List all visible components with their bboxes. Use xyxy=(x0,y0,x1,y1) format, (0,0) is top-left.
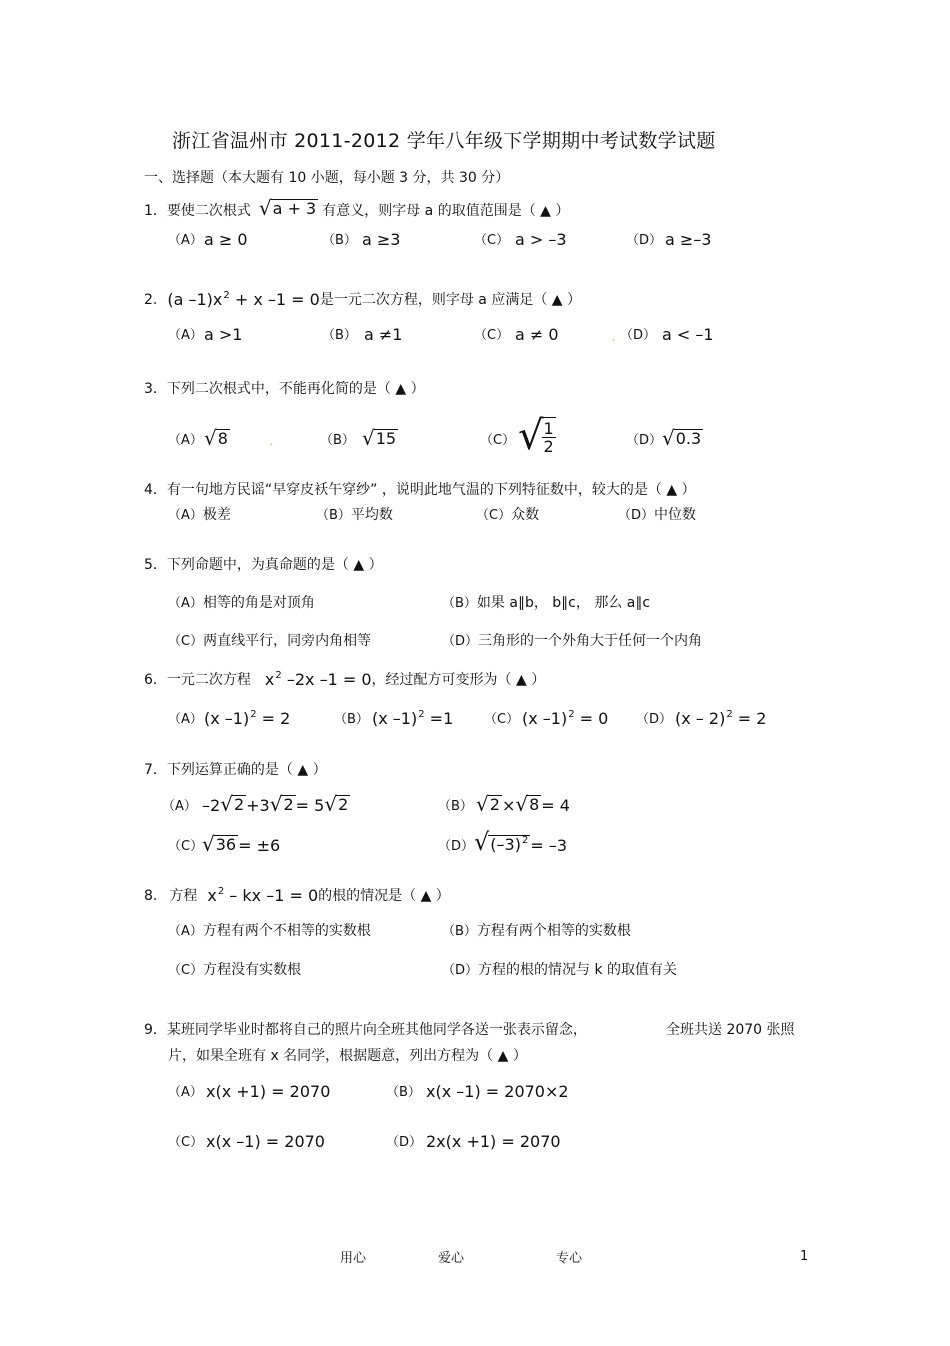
question-text: 全班共送 2070 张照 xyxy=(666,1022,795,1038)
option-label: （B） xyxy=(438,799,473,814)
option-c: √ $\frac{1}{2}$ xyxy=(518,413,554,459)
page-title: 浙江省温州市 2011-2012 学年八年级下学期期中考试数学试题 xyxy=(172,130,716,152)
radical: √ a + 3 xyxy=(258,196,317,220)
option-c: （C）众数 xyxy=(476,507,540,523)
question-number: 9． xyxy=(144,1022,167,1038)
stray-dot: . xyxy=(612,333,616,344)
question-text: 某班同学毕业时都将自己的照片向全班其他同学各送一张表示留念， xyxy=(166,1022,587,1038)
question-text: 的根的情况是（ ▲ ） xyxy=(318,888,450,904)
option-d: a ≥–3 xyxy=(665,230,712,249)
option-label: （A） xyxy=(168,233,203,248)
option-label: （C） xyxy=(474,328,510,343)
option-b: √ 15 xyxy=(362,426,397,450)
option-b: a ≠1 xyxy=(364,325,403,344)
question-8 xyxy=(144,888,450,904)
option-d: √ 0.3 xyxy=(662,426,702,450)
option-c: x(x –1) = 2070 xyxy=(206,1132,325,1151)
question-6 xyxy=(144,672,545,688)
question-number: 3． xyxy=(144,381,167,397)
question-number: 2. xyxy=(144,292,158,308)
option-label: （B） xyxy=(334,712,369,727)
equation: $x^2$ – kx –1 = 0 xyxy=(207,886,319,905)
option-label: （D） xyxy=(626,433,663,448)
question-text: 片，如果全班有 x 名同学，根据题意，列出方程为（ ▲ ） xyxy=(168,1048,527,1064)
option-label: （C） xyxy=(474,233,510,248)
option-a: （A）相等的角是对顶角 xyxy=(168,595,315,611)
option-label: （B） xyxy=(322,328,357,343)
option-d: 2x(x +1) = 2070 xyxy=(426,1132,561,1151)
option-label: （A） xyxy=(162,799,197,814)
option-b: （B）如果 a∥b， b∥c， 那么 a∥c xyxy=(442,595,651,611)
equation: $x^2$ –2x –1 = 0 xyxy=(264,670,372,689)
option-label: （D） xyxy=(438,839,475,854)
option-label: （B） xyxy=(386,1085,421,1100)
option-c: √ 36 = ±6 xyxy=(202,832,281,856)
option-a: （A）方程有两个不相等的实数根 xyxy=(168,923,371,939)
option-d: （D）中位数 xyxy=(618,507,697,523)
option-a: （A）极差 xyxy=(168,507,231,523)
question-number: 5． xyxy=(144,557,167,573)
option-d: a < –1 xyxy=(662,325,714,344)
option-b: √ 2 × √ 8 = 4 xyxy=(476,792,570,816)
option-label: （D） xyxy=(386,1135,423,1150)
option-label: （D） xyxy=(636,712,673,727)
option-label: （A） xyxy=(168,433,203,448)
question-text: 下列命题中，为真命题的是（ ▲ ） xyxy=(166,557,383,573)
option-c: （C）两直线平行，同旁内角相等 xyxy=(168,633,372,649)
question-number: 4． xyxy=(144,482,167,498)
question-7 xyxy=(144,763,327,777)
option-c: （C）方程没有实数根 xyxy=(168,962,302,978)
option-d: √ $(-3)^2$ = –3 xyxy=(474,828,568,856)
section-heading: 一、选择题（本大题有 10 小题，每小题 3 分，共 30 分） xyxy=(144,170,510,186)
stray-dot: . xyxy=(270,437,274,448)
question-number: 8. xyxy=(144,888,158,904)
question-3 xyxy=(144,382,425,396)
option-label: （A） xyxy=(168,712,203,727)
question-text: 方程 xyxy=(169,888,198,904)
question-number: 1． xyxy=(144,203,167,219)
option-a: x(x +1) = 2070 xyxy=(206,1082,331,1101)
question-4 xyxy=(144,483,696,497)
equation: (a $-1)x^2 + x$ –1 = 0 xyxy=(167,290,320,309)
option-c: a > –3 xyxy=(515,230,567,249)
option-label: （C） xyxy=(484,712,520,727)
option-label: （C） xyxy=(168,1135,204,1150)
option-a: a ≥ 0 xyxy=(204,230,248,249)
question-5 xyxy=(144,558,383,572)
question-text: 有意义，则字母 a 的取值范围是（ ▲ ） xyxy=(322,203,570,219)
footer-text: 用心 xyxy=(340,1251,367,1266)
option-a: √ 8 xyxy=(204,426,228,450)
question-text: 要使二次根式 xyxy=(166,203,251,219)
option-label: （B） xyxy=(322,233,357,248)
question-number: 7． xyxy=(144,762,167,778)
question-number: 6． xyxy=(144,672,167,688)
option-label: （A） xyxy=(168,1085,203,1100)
option-label: （C） xyxy=(480,433,516,448)
option-a: a >1 xyxy=(204,325,243,344)
option-a: (x –1)$^2$ = 2 xyxy=(204,709,291,728)
question-text: 是一元二次方程，则字母 a 应满足（ ▲ ） xyxy=(319,292,581,308)
option-label: （D） xyxy=(626,233,663,248)
option-label: （C） xyxy=(168,839,204,854)
option-label: （D） xyxy=(620,328,657,343)
option-a: –2 √ 2 +3 √ 2 = 5 √ 2 xyxy=(202,792,349,816)
question-text: 下列运算正确的是（ ▲ ） xyxy=(166,762,327,778)
question-9 xyxy=(144,1023,587,1037)
option-b: x(x –1) = 2070×2 xyxy=(426,1082,569,1101)
option-label: （A） xyxy=(168,328,203,343)
option-c: (x –1)$^2$ = 0 xyxy=(522,709,609,728)
option-b: （B）方程有两个相等的实数根 xyxy=(442,923,631,939)
option-b: （B）平均数 xyxy=(316,507,393,523)
question-1 xyxy=(144,198,569,218)
page-number: 1 xyxy=(800,1249,809,1264)
option-b: (x –1)$^2$ =1 xyxy=(372,709,454,728)
option-label: （B） xyxy=(320,433,355,448)
question-text: ，经过配方可变形为（ ▲ ） xyxy=(371,672,546,688)
option-b: a ≥3 xyxy=(362,230,401,249)
option-c: a ≠ 0 xyxy=(515,325,559,344)
option-d: （D）三角形的一个外角大于任何一个内角 xyxy=(442,633,703,649)
question-2 xyxy=(144,292,581,308)
option-d: (x – 2)$^2$ = 2 xyxy=(675,709,767,728)
footer-text: 专心 xyxy=(556,1251,583,1266)
question-text: 有一句地方民谣“早穿皮袄午穿纱” ，说明此地气温的下列特征数中，较大的是（ ▲ ） xyxy=(166,482,696,498)
footer-text: 爱心 xyxy=(438,1251,465,1266)
question-text: 下列二次根式中，不能再化简的是（ ▲ ） xyxy=(166,381,425,397)
question-text: 一元二次方程 xyxy=(166,672,251,688)
option-d: （D）方程的根的情况与 k 的取值有关 xyxy=(442,962,678,978)
